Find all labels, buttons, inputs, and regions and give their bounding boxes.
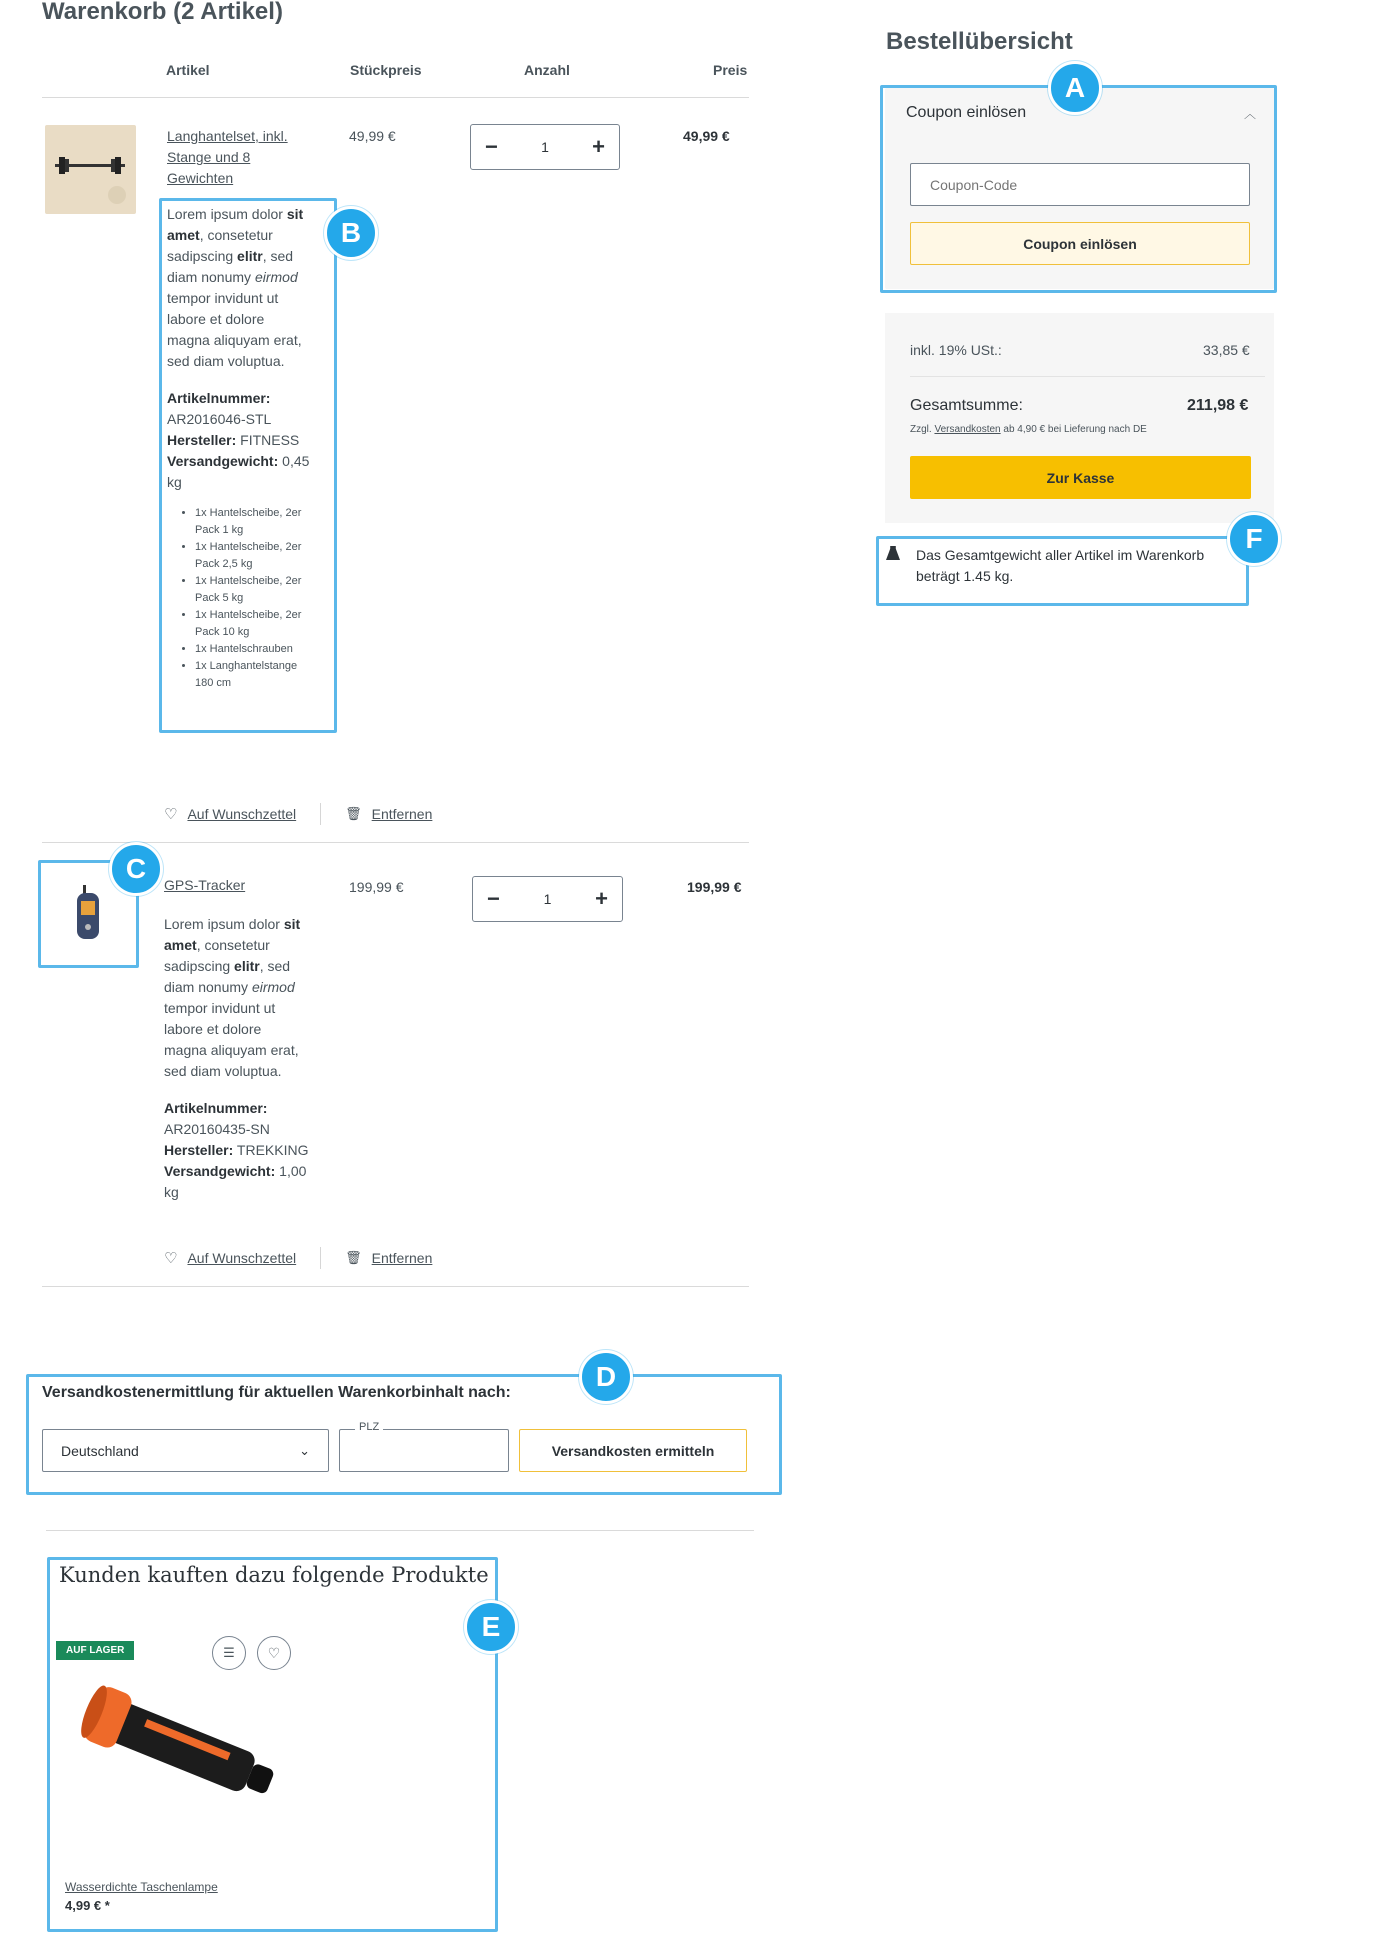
manufacturer: TREKKING: [236, 1142, 309, 1158]
divider: [320, 803, 321, 825]
weight-label: Versandgewicht:: [167, 453, 279, 469]
trash-icon[interactable]: 🗑: [345, 1250, 362, 1265]
item-divider: [42, 842, 749, 843]
summary-title: Bestellübersicht: [886, 28, 1073, 55]
weight-note-line: beträgt 1.45 kg.: [916, 568, 1014, 584]
col-article-header: Artikel: [166, 62, 210, 78]
coupon-header: Coupon einlösen: [906, 104, 1027, 121]
shipping-calc-title: Versandkostenermittlung für aktuellen Warenkorbinhalt nach:: [42, 1384, 511, 1401]
minus-icon[interactable]: −: [485, 134, 498, 159]
manufacturer: FITNESS: [240, 432, 300, 448]
annotation-f: F: [1227, 512, 1281, 566]
article-number-label: Artikelnummer:: [167, 390, 271, 406]
country-select[interactable]: [42, 1429, 329, 1472]
heart-icon[interactable]: ♡: [257, 1636, 291, 1670]
shipping-costs-link[interactable]: Versandkosten: [934, 424, 1001, 435]
totals-divider: [910, 376, 1265, 377]
vat-value: 33,85 €: [1203, 342, 1250, 358]
list-item: • 1x Hantelscheibe, 2er Pack 10 kg: [195, 607, 327, 641]
redeem-coupon-button[interactable]: Coupon einlösen: [910, 222, 1250, 265]
item-actions: [164, 1247, 432, 1269]
checkout-button[interactable]: Zur Kasse: [910, 456, 1251, 499]
list-item: • 1x Hantelscheibe, 2er Pack 5 kg: [195, 573, 327, 607]
coupon-input[interactable]: [910, 163, 1250, 206]
annotation-a: A: [1048, 61, 1102, 115]
article-number-label: Artikelnummer:: [164, 1100, 268, 1116]
annotation-b: B: [324, 206, 378, 260]
remove-link[interactable]: Entfernen: [371, 1250, 433, 1266]
manufacturer-label: Hersteller:: [164, 1142, 234, 1158]
trash-icon[interactable]: 🗑: [345, 806, 362, 821]
divider: [320, 1247, 321, 1269]
stock-badge: AUF LAGER: [56, 1641, 134, 1660]
remove-link[interactable]: Entfernen: [371, 806, 433, 822]
vat-label: inkl. 19% USt.:: [910, 342, 1002, 358]
quantity-value[interactable]: 1: [541, 139, 549, 155]
wishlist-link[interactable]: Auf Wunschzettel: [187, 1250, 297, 1266]
cross-sell-title: Kunden kauften dazu folgende Produkte: [59, 1563, 489, 1587]
quantity-value[interactable]: 1: [543, 891, 552, 907]
product-description: Lorem ipsum dolor sit amet, consetetur sadipscing elitr, sed diam nonumy eirmod tempor invidunt ut labore et dolore magna aliquyam erat, sed diam voluptua. Artikelnummer: AR2016046-STL Hersteller: FITNESS Versandgewicht: 0,45 kg • 1x Hantelscheibe, 2er Pack 1 kg • 1x Hantelscheibe, 2er Pack 2,5 kg • 1x Hantelscheibe, 2er Pack 5 kg • 1x Hantelscheibe, 2er Pack 10 kg • 1x Hantelschrauben • 1x Langhantelstange 180 cm: [167, 204, 327, 692]
list-item: • 1x Hantelschrauben: [195, 641, 327, 658]
annotation-c: C: [109, 842, 163, 896]
weight-info: [886, 545, 1204, 587]
unit-price: 49,99 €: [349, 128, 396, 144]
list-item: • 1x Langhantelstange 180 cm: [195, 658, 327, 692]
weight: 1,00: [279, 1163, 307, 1179]
product-link[interactable]: Wasserdichte Taschenlampe: [65, 1880, 218, 1894]
chevron-up-icon: ︿: [1243, 106, 1256, 121]
list-item: • 1x Hantelscheibe, 2er Pack 2,5 kg: [195, 539, 327, 573]
plus-icon[interactable]: +: [595, 886, 608, 911]
product-name-line: Gewichten: [167, 170, 234, 186]
zip-field[interactable]: [339, 1429, 509, 1472]
heart-icon[interactable]: ♡: [164, 806, 178, 823]
total-label: Gesamtsumme:: [910, 397, 1023, 414]
line-price: 49,99 €: [683, 128, 730, 144]
wishlist-link[interactable]: Auf Wunschzettel: [187, 806, 297, 822]
weight-note-line: Das Gesamtgewicht aller Artikel im Warenkorb: [916, 547, 1205, 563]
item-divider: [42, 1286, 749, 1287]
product-image-flashlight[interactable]: [64, 1676, 308, 1826]
section-divider: [46, 1530, 754, 1531]
minus-icon[interactable]: −: [487, 886, 500, 911]
heart-icon[interactable]: ♡: [164, 1250, 178, 1267]
list-item: • 1x Hantelscheibe, 2er Pack 1 kg: [195, 505, 327, 539]
zip-label: PLZ: [355, 1421, 383, 1433]
line-price: 199,99 €: [687, 879, 742, 895]
product-card[interactable]: [56, 1636, 306, 1916]
plus-icon[interactable]: +: [592, 134, 605, 159]
chevron-down-icon: ⌄: [299, 1442, 310, 1458]
weight-icon: [886, 546, 900, 560]
quantity-stepper[interactable]: [470, 124, 620, 170]
calculate-shipping-button[interactable]: Versandkosten ermitteln: [519, 1429, 747, 1472]
product-price: 4,99 € *: [65, 1898, 110, 1913]
weight-label: Versandgewicht:: [164, 1163, 276, 1179]
product-name-link[interactable]: [167, 126, 288, 189]
manufacturer-label: Hersteller:: [167, 432, 237, 448]
col-price-header: Preis: [713, 62, 748, 78]
shipping-note: Zzgl. Versandkosten ab 4,90 € bei Lieferung nach DE: [910, 424, 1147, 435]
col-unit-price-header: Stückpreis: [350, 62, 422, 78]
col-quantity-header: Anzahl: [524, 62, 570, 78]
weight: 0,45: [282, 453, 310, 469]
country-value: Deutschland: [61, 1442, 139, 1459]
article-number: AR20160435-SN: [164, 1121, 270, 1137]
product-name-link[interactable]: GPS-Tracker: [164, 877, 246, 893]
annotation-d: D: [579, 1350, 633, 1404]
cart-title: Warenkorb (2 Artikel): [42, 0, 283, 25]
quantity-stepper[interactable]: [472, 876, 623, 922]
product-contents-list: [167, 505, 327, 692]
product-description: Lorem ipsum dolor sit amet, consetetur sadipscing elitr, sed diam nonumy eirmod tempor invidunt ut labore et dolore magna aliquyam erat, sed diam voluptua. Artikelnummer: AR20160435-SN Hersteller: TREKKING Versandgewicht: 1,00 kg: [164, 914, 324, 1203]
total-value: 211,98 €: [1187, 397, 1249, 414]
product-name-line: Langhantelset, inkl.: [167, 128, 288, 144]
item-actions: [164, 803, 432, 825]
product-image-barbell[interactable]: [45, 125, 136, 214]
unit-price: 199,99 €: [349, 879, 404, 895]
article-number: AR2016046-STL: [167, 411, 272, 427]
compare-icon[interactable]: ☰: [212, 1636, 246, 1670]
annotation-e: E: [464, 1600, 518, 1654]
header-divider: [42, 97, 749, 98]
product-name-line: Stange und 8: [167, 149, 251, 165]
